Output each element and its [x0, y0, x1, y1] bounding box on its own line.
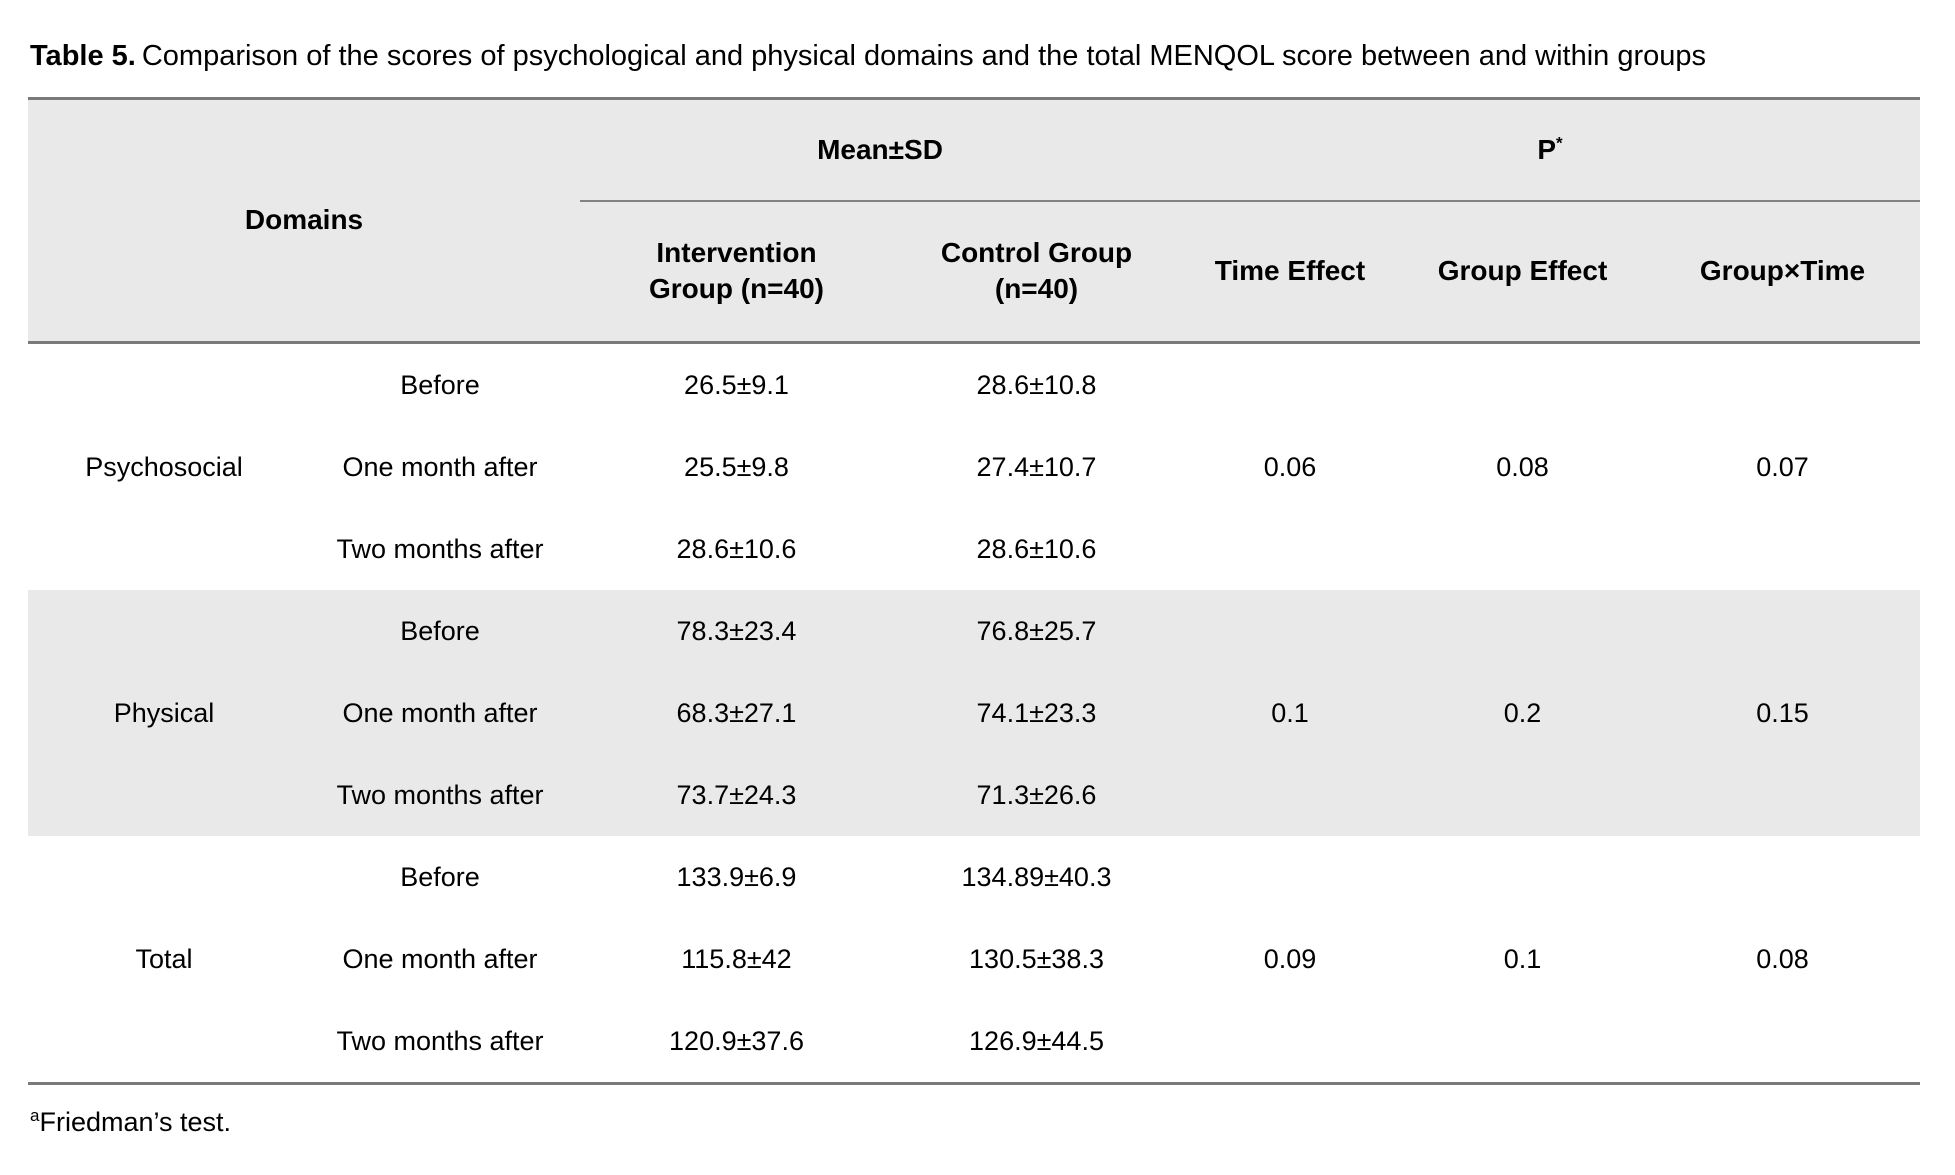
p-label: P [1537, 133, 1557, 165]
time-point-cell: One month after [300, 426, 580, 508]
col-header-group-time: Group×Time [1645, 201, 1920, 343]
p-value-cell-group-time: 0.07 [1645, 343, 1920, 591]
domain-cell-total: Total [28, 836, 300, 1084]
value-cell-intervention: 25.5±9.8 [580, 426, 893, 508]
table-title-label: Table 5. [30, 40, 136, 72]
p-value-cell-group-effect: 0.2 [1400, 590, 1645, 836]
p-value-cell-time-effect: 0.09 [1180, 836, 1400, 1084]
value-cell-control: 27.4±10.7 [893, 426, 1180, 508]
value-cell-control: 74.1±23.3 [893, 672, 1180, 754]
p-superscript: * [1556, 133, 1563, 153]
p-value-cell-group-time: 0.15 [1645, 590, 1920, 836]
value-cell-intervention: 133.9±6.9 [580, 836, 893, 918]
value-cell-control: 134.89±40.3 [893, 836, 1180, 918]
header-row-top [28, 99, 1920, 201]
menqol-table [28, 97, 1920, 1085]
p-value-cell-group-time: 0.08 [1645, 836, 1920, 1084]
table-title [30, 38, 1925, 74]
control-group-line1: Control Group [940, 236, 1133, 268]
footnote-text: Friedman’s test. [39, 1107, 232, 1137]
footnote [30, 1107, 1955, 1138]
time-point-cell: Before [300, 343, 580, 427]
time-point-cell: Before [300, 836, 580, 918]
col-header-time-effect: Time Effect [1180, 201, 1400, 343]
col-header-control-group [893, 201, 1180, 343]
value-cell-control: 28.6±10.8 [893, 343, 1180, 427]
p-value-cell-group-effect: 0.1 [1400, 836, 1645, 1084]
time-point-cell: One month after [300, 672, 580, 754]
time-point-cell: One month after [300, 918, 580, 1000]
time-point-cell: Two months after [300, 754, 580, 836]
domain-cell-psychosocial: Psychosocial [28, 343, 300, 591]
intervention-group-line2: Group (n=40) [648, 273, 824, 305]
value-cell-intervention: 73.7±24.3 [580, 754, 893, 836]
value-cell-control: 76.8±25.7 [893, 590, 1180, 672]
p-value-cell-time-effect: 0.1 [1180, 590, 1400, 836]
table-row [28, 836, 1920, 918]
control-group-line2: (n=40) [994, 273, 1079, 305]
col-header-intervention-group [580, 201, 893, 343]
value-cell-control: 126.9±44.5 [893, 1000, 1180, 1084]
value-cell-intervention: 28.6±10.6 [580, 508, 893, 590]
value-cell-intervention: 26.5±9.1 [580, 343, 893, 427]
col-header-mean-sd [580, 99, 1180, 201]
col-header-p [1180, 99, 1920, 201]
p-value-cell-group-effect: 0.08 [1400, 343, 1645, 591]
value-cell-intervention: 115.8±42 [580, 918, 893, 1000]
col-header-domains: Domains [28, 99, 580, 343]
intervention-group-line1: Intervention [656, 236, 817, 268]
value-cell-intervention: 68.3±27.1 [580, 672, 893, 754]
domain-cell-physical: Physical [28, 590, 300, 836]
value-cell-control: 71.3±26.6 [893, 754, 1180, 836]
time-point-cell: Two months after [300, 1000, 580, 1084]
time-point-cell: Before [300, 590, 580, 672]
p-value-cell-time-effect: 0.06 [1180, 343, 1400, 591]
table-row [28, 590, 1920, 672]
value-cell-control: 130.5±38.3 [893, 918, 1180, 1000]
table-title-text: Comparison of the scores of psychological and physical domains and the total MENQOL score between and within groups [141, 40, 1707, 72]
value-cell-control: 28.6±10.6 [893, 508, 1180, 590]
footnote-marker: a [30, 1106, 40, 1125]
col-header-group-effect: Group Effect [1400, 201, 1645, 343]
value-cell-intervention: 78.3±23.4 [580, 590, 893, 672]
value-cell-intervention: 120.9±37.6 [580, 1000, 893, 1084]
time-point-cell: Two months after [300, 508, 580, 590]
table-row [28, 343, 1920, 427]
mean-sd-label: Mean±SD [817, 133, 943, 165]
